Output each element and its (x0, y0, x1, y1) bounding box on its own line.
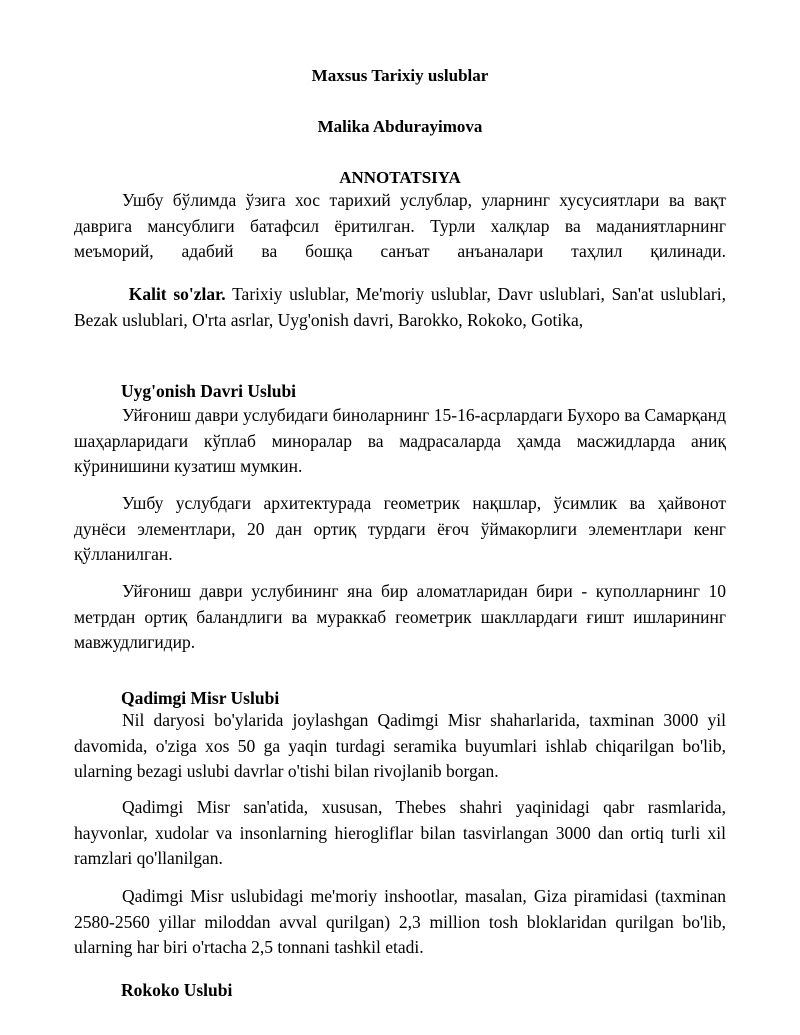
renaissance-paragraph-3 (74, 579, 726, 656)
paragraph-text: Nil daryosi bo'ylarida joylashgan Qadimgi Misr shaharlarida, taxminan 3000 yil davomida, o'ziga xos 50 ga yaqin turdagi seramika buyumlari ishlab chiqarilgan bo'lib, ularning bezagi uslubi davrlar o'tishi bilan rivojlanib borgan. (74, 710, 726, 781)
keywords-label: Kalit so'zlar. (128, 284, 226, 304)
renaissance-paragraph-1 (74, 403, 726, 480)
section-heading-renaissance: Uyg'onish Davri Uslubi (121, 381, 297, 401)
egypt-paragraph-2 (74, 795, 726, 872)
keywords-text: Tarixiy uslublar, Me'moriy uslublar, Davr uslublari, San'at uslublari, Bezak uslublari, O'rta asrlar, Uyg'onish davri, Barokko, Rokoko, Gotika, (74, 284, 726, 330)
egypt-paragraph-1 (74, 708, 726, 785)
keywords-line (74, 282, 726, 333)
paragraph-text: Уйғониш даври услубининг яна бир аломатларидан бири - куполларнинг 10 метрдан ортиқ баландлиги ва мураккаб геометрик шакллардаги ғишт ишларининг мавжудлигидир. (74, 581, 726, 652)
keywords-paragraph (74, 282, 726, 333)
section-heading-rococo: Rokoko Uslubi (121, 980, 233, 1000)
paragraph-text: Qadimgi Misr san'atida, xususan, Thebes shahri yaqinidagi qabr rasmlarida, hayvonlar, xudolar va insonlarning hierogliflar bilan tasvirlangan 3000 dan ortiq turli xil ramzlari qo'llanilgan. (74, 797, 726, 868)
author-name: Malika Abdurayimova (317, 117, 483, 136)
annotation-paragraph (74, 188, 726, 265)
paragraph-text: Qadimgi Misr uslubidagi me'moriy inshootlar, masalan, Giza piramidasi (taxminan 2580-2560 yillar miloddan avval qurilgan) 2,3 million tosh bloklaridan qurilgan bo'lib, ularning har biri o'rtacha 2,5 tonnani tashkil etadi. (74, 886, 726, 957)
section-heading-egypt: Qadimgi Misr Uslubi (121, 688, 280, 708)
renaissance-paragraph-2 (74, 491, 726, 568)
annotation-text: Ушбу бўлимда ўзига хос тарихий услублар, уларнинг хусусиятлари ва вақт даврига мансублиги батафсил ёритилган. Турли халқлар ва маданиятларнинг меъморий, адабий ва бошқа санъат анъаналари таҳлил қилинади. (74, 190, 726, 261)
egypt-paragraph-3 (74, 884, 726, 961)
annotation-heading: ANNOTATSIYA (339, 168, 461, 187)
paragraph-text: Уйғониш даври услубидаги биноларнинг 15-16-асрлардаги Бухоро ва Самарқанд шаҳарларидаги кўплаб миноралар ва мадрасаларда ҳамда масжидларда аниқ кўринишини кузатиш мумкин. (74, 405, 726, 476)
document-title: Maxsus Tarixiy uslublar (311, 66, 489, 85)
paragraph-text: Ушбу услубдаги архитектурада геометрик нақшлар, ўсимлик ва ҳайвонот дунёси элементлари, 20 дан ортиқ турдаги ёғоч ўймакорлиги элементлари кенг қўлланилган. (74, 493, 726, 564)
